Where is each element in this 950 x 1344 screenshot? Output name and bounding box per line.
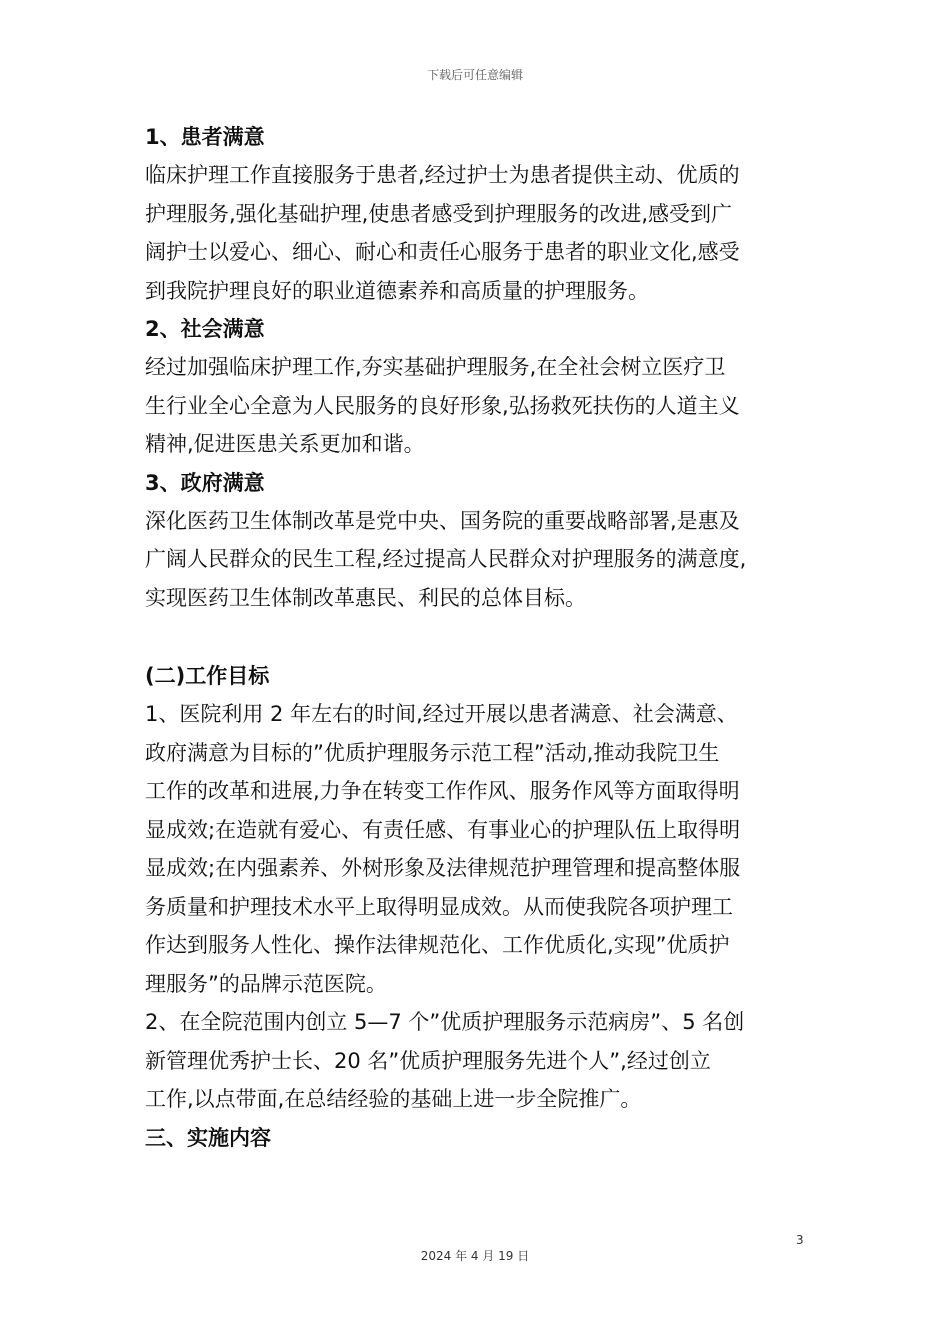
section-heading-work-goals: (二)工作目标 (145, 664, 270, 688)
section-heading-patient-satisfaction: 1、患者满意 (145, 125, 265, 149)
paragraph-line: 护理服务,强化基础护理,使患者感受到护理服务的改进,感受到广 (145, 201, 733, 226)
paragraph-line: 精神,促进医患关系更加和谐。 (145, 432, 425, 456)
paragraph-line: 工作,以点带面,在总结经验的基础上进一步全院推广。 (145, 1087, 642, 1111)
paragraph-line: 新管理优秀护士长、20 名”优质护理服务先进个人”,经过创立 (145, 1048, 711, 1073)
page-header: 下载后可任意编辑 (426, 68, 523, 82)
section-heading-government-satisfaction: 3、政府满意 (145, 470, 265, 495)
paragraph-line: 到我院护理良好的职业道德素养和高质量的护理服务。 (145, 278, 649, 303)
paragraph-line: 深化医药卫生体制改革是党中央、国务院的重要战略部署,是惠及 (145, 508, 740, 533)
document-body (145, 118, 815, 1157)
paragraph-line: 理服务”的品牌示范医院。 (145, 971, 387, 996)
paragraph-line: 作达到服务人性化、操作法律规范化、工作优质化,实现”优质护 (145, 933, 730, 957)
section-heading-social-satisfaction: 2、社会满意 (145, 317, 265, 341)
paragraph-line: 广阔人民群众的民生工程,经过提高人民群众对护理服务的满意度, (145, 547, 747, 571)
paragraph-line: 政府满意为目标的”优质护理服务示范工程”活动,推动我院卫生 (145, 740, 720, 765)
paragraph-line: 工作的改革和进展,力争在转变工作作风、服务作风等方面取得明 (145, 779, 740, 803)
page-number: 3 (796, 1233, 804, 1247)
section-spacer (145, 617, 815, 657)
paragraph-line: 务质量和护理技术水平上取得明显成效。从而使我院各项护理工 (145, 894, 733, 919)
paragraph-line: 2、在全院范围内创立 5—7 个”优质护理服务示范病房”、5 名创 (145, 1010, 745, 1034)
paragraph-line: 实现医药卫生体制改革惠民、利民的总体目标。 (145, 585, 586, 610)
section-heading-implementation: 三、实施内容 (145, 1125, 271, 1150)
paragraph-line: 阔护士以爱心、细心、耐心和责任心服务于患者的职业文化,感受 (145, 240, 740, 264)
paragraph-line: 生行业全心全意为人民服务的良好形象,弘扬救死扶伤的人道主义 (145, 393, 740, 418)
paragraph-line: 显成效;在造就有爱心、有责任感、有事业心的护理队伍上取得明 (145, 817, 741, 842)
footer-date: 2024 年 4 月 19 日 (420, 1249, 530, 1263)
paragraph-line: 显成效;在内强素养、外树形象及法律规范护理管理和提高整体服 (145, 856, 741, 880)
paragraph-line: 1、医院利用 2 年左右的时间,经过开展以患者满意、社会满意、 (145, 702, 738, 726)
paragraph-line: 经过加强临床护理工作,夯实基础护理服务,在全社会树立医疗卫 (145, 355, 726, 379)
paragraph-line: 临床护理工作直接服务于患者,经过护士为患者提供主动、优质的 (145, 163, 740, 187)
